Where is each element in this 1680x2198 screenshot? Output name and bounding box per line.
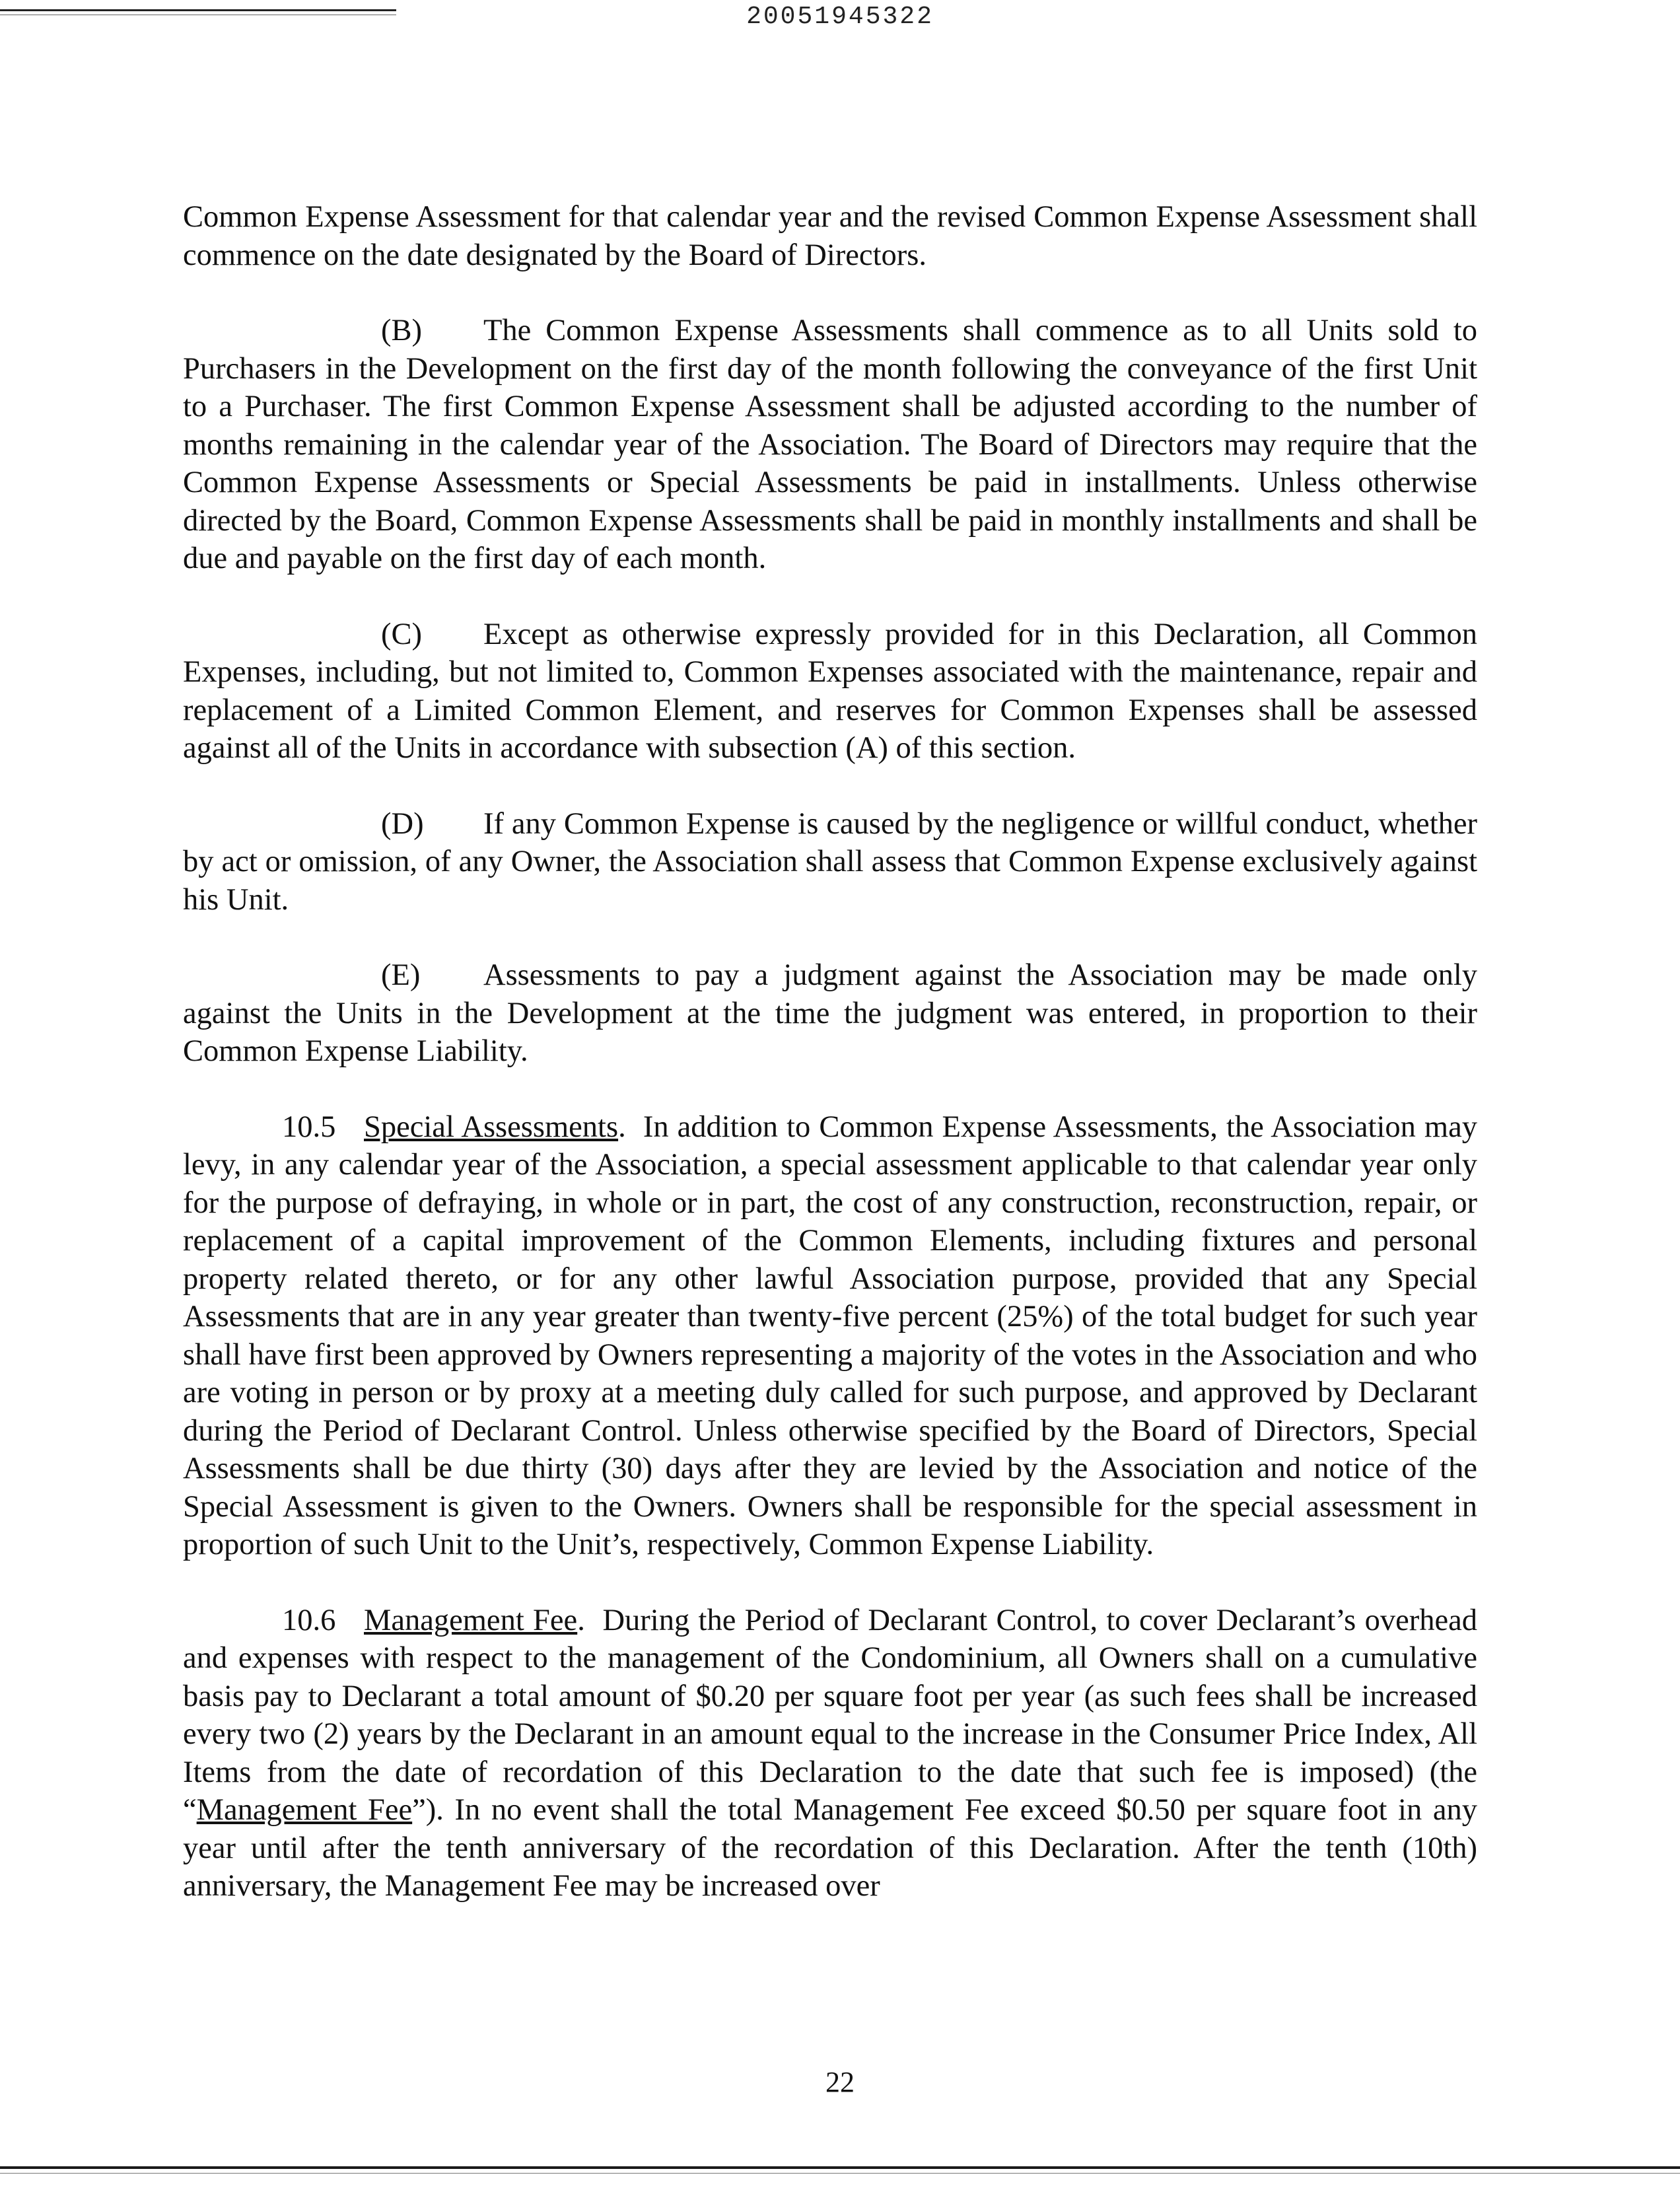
section-10-6-title: Management Fee: [364, 1603, 578, 1637]
paragraph-e-text: Assessments to pay a judgment against the Association may be made only against the Units in the Development at the time the judgment was entered, in proportion to their Common Expense Liability.: [183, 958, 1477, 1068]
subsection-label-b: (B): [381, 314, 422, 347]
paragraph-b: [183, 312, 1477, 578]
paragraph-continuation: Common Expense Assessment for that calendar year and the revised Common Expense Assessment shall commence on the date designated by the Board of Directors.: [183, 200, 1477, 272]
paragraph-c-text: Except as otherwise expressly provided for in this Declaration, all Common Expenses, including, but not limited to, Common Expenses associated with the maintenance, repair and replacement of a Limited Common Element, and reserves for Common Expenses shall be assessed against all of the Units in accordance with subsection (A) of this section.: [183, 617, 1477, 765]
bottom-rule-thin: [0, 2173, 1680, 2174]
paragraph-c: [183, 616, 1477, 767]
section-10-6-defined-term: Management Fee: [196, 1793, 413, 1827]
subsection-label-c: (C): [381, 617, 422, 651]
section-10-6-number: 10.6: [282, 1603, 336, 1637]
section-10-5-title-period: .: [618, 1110, 626, 1144]
paragraph-b-text: The Common Expense Assessments shall commence as to all Units sold to Purchasers in the Development on the first day of the month following the conveyance of the first Unit to a Purchaser. The first Common Expense Assessment shall be adjusted according to the number of months remaining in the calendar year of the Association. The Board of Directors may require that the Common Expense Assessments or Special Assessments be paid in installments. Unless otherwise directed by the Board, Common Expense Assessments shall be paid in monthly installments and shall be due and payable on the first day of each month.: [183, 314, 1477, 575]
section-10-5: [183, 1108, 1477, 1564]
page-number: 22: [825, 2066, 855, 2098]
paragraph-d: [183, 805, 1477, 919]
section-10-6-text-b: ”). In no event shall the total Management Fee exceed $0.50 per square foot in any year until after the tenth anniversary of the recordation of this Declaration. After the tenth (10th) anniversary, the Management Fee may be increased over: [183, 1793, 1477, 1903]
paragraph-e: [183, 956, 1477, 1071]
document-number: 20051945322: [746, 3, 934, 31]
section-10-5-title: Special Assessments: [364, 1110, 619, 1144]
section-10-5-text: In addition to Common Expense Assessments, the Association may levy, in any calendar year of the Association, a special assessment applicable to that calendar year only for the purpose of defraying, in whole or in part, the cost of any construction, reconstruction, repair, or replacement of a capital improvement of the Common Elements, including fixtures and personal property related thereto, or for any other lawful Association purpose, provided that any Special Assessments that are in any year greater than twenty-five percent (25%) of the total budget for such year shall have first been approved by Owners representing a majority of the votes in the Association and who are voting in person or by proxy at a meeting duly called for such purpose, and approved by Declarant during the Period of Declarant Control. Unless otherwise specified by the Board of Directors, Special Assessments shall be due thirty (30) days after they are levied by the Association and notice of the Special Assessment is given to the Owners. Owners shall be responsible for the special assessment in proportion of such Unit to the Unit’s, respectively, Common Expense Liability.: [183, 1110, 1477, 1561]
subsection-label-e: (E): [381, 958, 421, 992]
paragraph-d-text: If any Common Expense is caused by the negligence or willful conduct, whether by act or omission, of any Owner, the Association shall assess that Common Expense exclusively against his Unit.: [183, 806, 1477, 917]
subsection-label-d: (D): [381, 806, 424, 841]
section-10-6: [183, 1602, 1477, 1905]
section-10-5-number: 10.5: [282, 1110, 336, 1144]
bottom-rule: [0, 2166, 1680, 2169]
section-10-6-text-a: During the Period of Declarant Control, to cover Declarant’s overhead and expenses with respect to the management of the Condominium, all Owners shall on a cumulative basis pay to Declarant a total amount of $0.20 per square foot per year (as such fees shall be increased every two (2) years by the Declarant in an amount equal to the increase in the Consumer Price Index, All Items from the date of recordation of this Declaration to the date that such fee is imposed) (the “: [183, 1603, 1477, 1827]
document-body: [183, 198, 1477, 1905]
section-10-6-title-period: .: [577, 1603, 585, 1637]
